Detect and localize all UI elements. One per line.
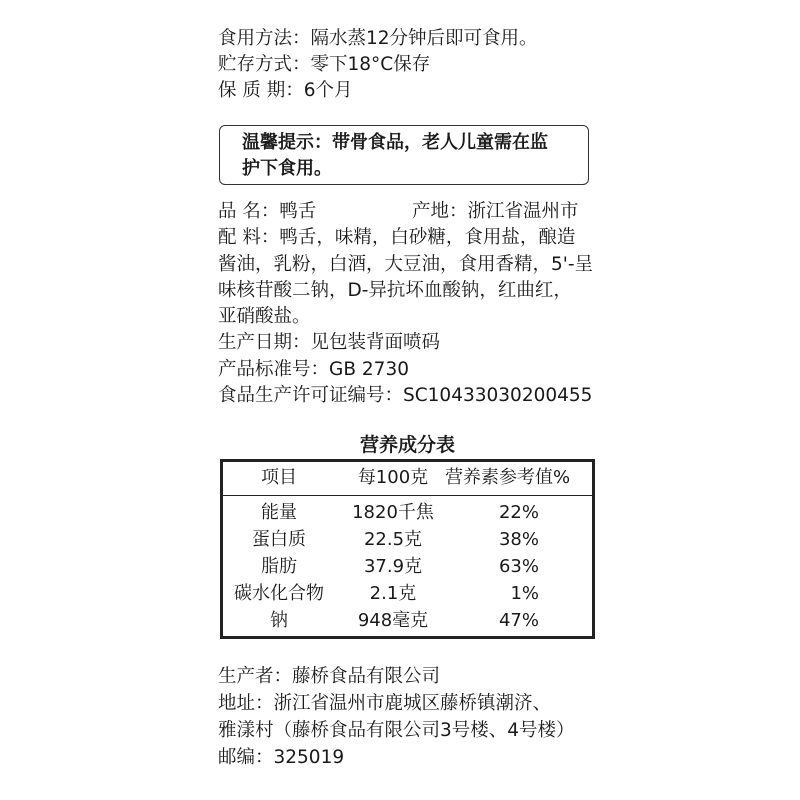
row-item: 脂肪 (261, 556, 297, 577)
row-amount: 1820千焦 (352, 502, 434, 523)
postcode-text: 邮编：325019 (218, 747, 345, 768)
address-line: 地址：浙江省温州市鹿城区藤桥镇潮济、 (218, 693, 552, 714)
row-item: 蛋白质 (252, 529, 306, 550)
row-nrv: 63% (498, 556, 539, 577)
producer-text: 生产者：藤桥食品有限公司 (218, 666, 441, 687)
address-line: 雅漾村（藤桥食品有限公司3号楼、4号楼） (218, 720, 575, 741)
ingredients-line: 亚硝酸盐。 (218, 306, 311, 327)
row-item: 钠 (270, 610, 288, 631)
row-nrv: 1% (510, 583, 539, 604)
production-date-text: 生产日期：见包装背面喷码 (218, 332, 441, 353)
nutrition-title: 营养成分表 (359, 434, 455, 456)
shelf-life-text: 保 质 期：6个月 (218, 80, 353, 101)
warning-line: 温馨提示：带骨食品，老人儿童需在监 (242, 132, 548, 153)
row-item: 能量 (261, 502, 297, 523)
ingredients-line: 配 料：鸭舌，味精，白砂糖，食用盐，酿造 (218, 227, 576, 248)
warning-box (219, 125, 589, 185)
ingredients-line: 味核苷酸二钠，D-异抗坏血酸钠，红曲红， (218, 280, 572, 301)
header-per100g: 每100克 (357, 467, 429, 488)
row-amount: 37.9克 (363, 556, 423, 577)
usage-text: 食用方法：隔水蒸12分钟后即可食用。 (218, 28, 538, 49)
header-nrv: 营养素参考值% (445, 467, 571, 488)
nutrition-table (220, 459, 595, 639)
row-nrv: 47% (498, 610, 539, 631)
header-item: 项目 (261, 467, 297, 488)
nutrition-header-row (223, 462, 592, 496)
row-nrv: 38% (498, 529, 539, 550)
row-amount: 22.5克 (363, 529, 423, 550)
origin-text: 产地：浙江省温州市 (412, 201, 579, 222)
row-amount: 2.1克 (369, 583, 417, 604)
warning-line: 护下食用。 (242, 158, 332, 179)
row-item: 碳水化合物 (234, 583, 324, 604)
standard-text: 产品标准号：GB 2730 (218, 359, 409, 380)
product-name-text: 品 名：鸭舌 (218, 201, 317, 222)
row-amount: 948毫克 (357, 610, 429, 631)
license-text: 食品生产许可证编号：SC10433030200455 (218, 385, 593, 406)
ingredients-line: 酱油，乳粉，白酒，大豆油，食用香精，5'-呈 (218, 254, 594, 275)
storage-text: 贮存方式：零下18°C保存 (218, 54, 431, 75)
row-nrv: 22% (498, 502, 539, 523)
